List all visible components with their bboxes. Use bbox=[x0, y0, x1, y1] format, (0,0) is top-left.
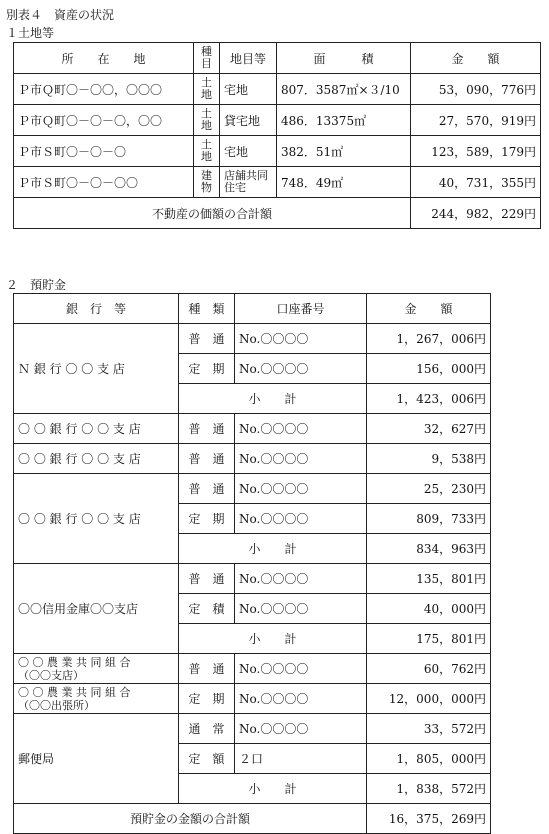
subtotal-amount: 834，963円 bbox=[367, 534, 491, 564]
type-cell: 土地 bbox=[194, 74, 220, 105]
table-row bbox=[14, 74, 541, 105]
kind-cell: 通 常 bbox=[179, 714, 235, 744]
category-cell: 貸宅地 bbox=[220, 105, 277, 136]
kind-cell: 普 通 bbox=[179, 324, 235, 354]
bank-name: 郵便局 bbox=[14, 714, 179, 804]
category-cell: 宅地 bbox=[220, 74, 277, 105]
bank-name-line2: （〇〇出張所） bbox=[18, 698, 95, 712]
subtotal-amount: 175，801円 bbox=[367, 624, 491, 654]
bank-name: 〇〇信用金庫〇〇支店 bbox=[14, 564, 179, 654]
subtotal-label: 小 計 bbox=[179, 624, 367, 654]
kind-cell: 定 積 bbox=[179, 594, 235, 624]
header-kind: 種 類 bbox=[179, 294, 235, 324]
deposits-total-amount: 16，375，269円 bbox=[367, 804, 491, 834]
type-cell: 建物 bbox=[194, 167, 220, 198]
amount-cell: 156，000円 bbox=[367, 354, 491, 384]
header-amount: 金 額 bbox=[367, 294, 491, 324]
subtotal-label: 小 計 bbox=[179, 534, 367, 564]
kind-cell: 定 期 bbox=[179, 684, 235, 714]
deposits-total-label: 預貯金の金額の合計額 bbox=[14, 804, 367, 834]
amount-cell: 25，230円 bbox=[367, 474, 491, 504]
table-row bbox=[14, 324, 491, 354]
kind-cell: 普 通 bbox=[179, 564, 235, 594]
amount-cell: 123，589，179円 bbox=[411, 136, 541, 167]
bank-name bbox=[14, 684, 179, 714]
kind-cell: 定 期 bbox=[179, 354, 235, 384]
subtotal-label: 小 計 bbox=[179, 384, 367, 414]
account-no-cell: No.〇〇〇〇 bbox=[235, 594, 367, 624]
deposits-total-row bbox=[14, 804, 491, 834]
table-row bbox=[14, 105, 541, 136]
account-no-cell: ２口 bbox=[235, 744, 367, 774]
area-cell: 748．49㎡ bbox=[277, 167, 411, 198]
area-cell: 486．13375㎡ bbox=[277, 105, 411, 136]
amount-cell: 40，000円 bbox=[367, 594, 491, 624]
amount-cell: 27，570，919円 bbox=[411, 105, 541, 136]
table-row bbox=[14, 684, 491, 714]
kind-cell: 普 通 bbox=[179, 474, 235, 504]
location-cell: Ｐ市Ｑ町〇－〇〇，〇〇〇 bbox=[14, 74, 194, 105]
kind-cell: 普 通 bbox=[179, 654, 235, 684]
kind-cell: 定 額 bbox=[179, 744, 235, 774]
header-location: 所 在 地 bbox=[14, 43, 194, 74]
amount-cell: 135，801円 bbox=[367, 564, 491, 594]
location-cell: Ｐ市Ｓ町〇－〇－〇 bbox=[14, 136, 194, 167]
type-cell: 土地 bbox=[194, 136, 220, 167]
area-cell: 807．3587㎡×３/10 bbox=[277, 74, 411, 105]
header-category: 地目等 bbox=[220, 43, 277, 74]
amount-cell: 1，805，000円 bbox=[367, 744, 491, 774]
header-amount: 金 額 bbox=[411, 43, 541, 74]
account-no-cell: No.〇〇〇〇 bbox=[235, 654, 367, 684]
header-account-no: 口座番号 bbox=[235, 294, 367, 324]
amount-cell: 32，627円 bbox=[367, 414, 491, 444]
account-no-cell: No.〇〇〇〇 bbox=[235, 324, 367, 354]
table-row bbox=[14, 167, 541, 198]
account-no-cell: No.〇〇〇〇 bbox=[235, 684, 367, 714]
header-bank: 銀 行 等 bbox=[14, 294, 179, 324]
amount-cell: 53，090，776円 bbox=[411, 74, 541, 105]
header-type: 種目 bbox=[194, 43, 220, 74]
table-row bbox=[14, 714, 491, 744]
subtotal-amount: 1，838，572円 bbox=[367, 774, 491, 804]
amount-cell: 60，762円 bbox=[367, 654, 491, 684]
subtotal-label: 小 計 bbox=[179, 774, 367, 804]
deposits-table bbox=[13, 293, 491, 834]
area-cell: 382．51㎡ bbox=[277, 136, 411, 167]
account-no-cell: No.〇〇〇〇 bbox=[235, 714, 367, 744]
bank-name-line2: （〇〇支店） bbox=[18, 668, 84, 682]
land-table bbox=[13, 42, 541, 229]
bank-name: 〇 〇 銀 行 〇 〇 支 店 bbox=[14, 444, 179, 474]
bank-name: 〇 〇 銀 行 〇 〇 支 店 bbox=[14, 414, 179, 444]
kind-cell: 定 期 bbox=[179, 504, 235, 534]
account-no-cell: No.〇〇〇〇 bbox=[235, 414, 367, 444]
amount-cell: 809，733円 bbox=[367, 504, 491, 534]
amount-cell: 9，538円 bbox=[367, 444, 491, 474]
bank-name: 〇 〇 銀 行 〇 〇 支 店 bbox=[14, 474, 179, 564]
account-no-cell: No.〇〇〇〇 bbox=[235, 474, 367, 504]
account-no-cell: No.〇〇〇〇 bbox=[235, 504, 367, 534]
header-area: 面 積 bbox=[277, 43, 411, 74]
document-title: 別表４ 資産の状況 bbox=[6, 8, 115, 22]
table-row bbox=[14, 136, 541, 167]
section-land-heading: １土地等 bbox=[6, 26, 55, 40]
category-cell: 宅地 bbox=[220, 136, 277, 167]
bank-name: Ｎ 銀 行 〇 〇 支 店 bbox=[14, 324, 179, 414]
land-total-row bbox=[14, 198, 541, 229]
bank-name-line1: 〇 〇 農 業 共 同 組 合 bbox=[18, 655, 131, 669]
deposits-header-row bbox=[14, 294, 491, 324]
amount-cell: 12，000，000円 bbox=[367, 684, 491, 714]
amount-cell: 1，267，006円 bbox=[367, 324, 491, 354]
type-cell: 土地 bbox=[194, 105, 220, 136]
table-row bbox=[14, 444, 491, 474]
account-no-cell: No.〇〇〇〇 bbox=[235, 354, 367, 384]
category-cell: 店舗共同住宅 bbox=[220, 167, 277, 198]
table-row bbox=[14, 654, 491, 684]
location-cell: Ｐ市Ｓ町〇－〇－〇〇 bbox=[14, 167, 194, 198]
table-row bbox=[14, 474, 491, 504]
account-no-cell: No.〇〇〇〇 bbox=[235, 564, 367, 594]
amount-cell: 33，572円 bbox=[367, 714, 491, 744]
kind-cell: 普 通 bbox=[179, 444, 235, 474]
location-cell: Ｐ市Ｑ町〇－〇－〇，〇〇 bbox=[14, 105, 194, 136]
section-deposits-heading: ２ 預貯金 bbox=[6, 278, 67, 292]
land-header-row bbox=[14, 43, 541, 74]
subtotal-amount: 1，423，006円 bbox=[367, 384, 491, 414]
land-total-amount: 244，982，229円 bbox=[411, 198, 541, 229]
amount-cell: 40，731，355円 bbox=[411, 167, 541, 198]
table-row bbox=[14, 564, 491, 594]
bank-name-line1: 〇 〇 農 業 共 同 組 合 bbox=[18, 685, 131, 699]
table-row bbox=[14, 414, 491, 444]
bank-name bbox=[14, 654, 179, 684]
land-total-label: 不動産の価額の合計額 bbox=[14, 198, 411, 229]
account-no-cell: No.〇〇〇〇 bbox=[235, 444, 367, 474]
kind-cell: 普 通 bbox=[179, 414, 235, 444]
